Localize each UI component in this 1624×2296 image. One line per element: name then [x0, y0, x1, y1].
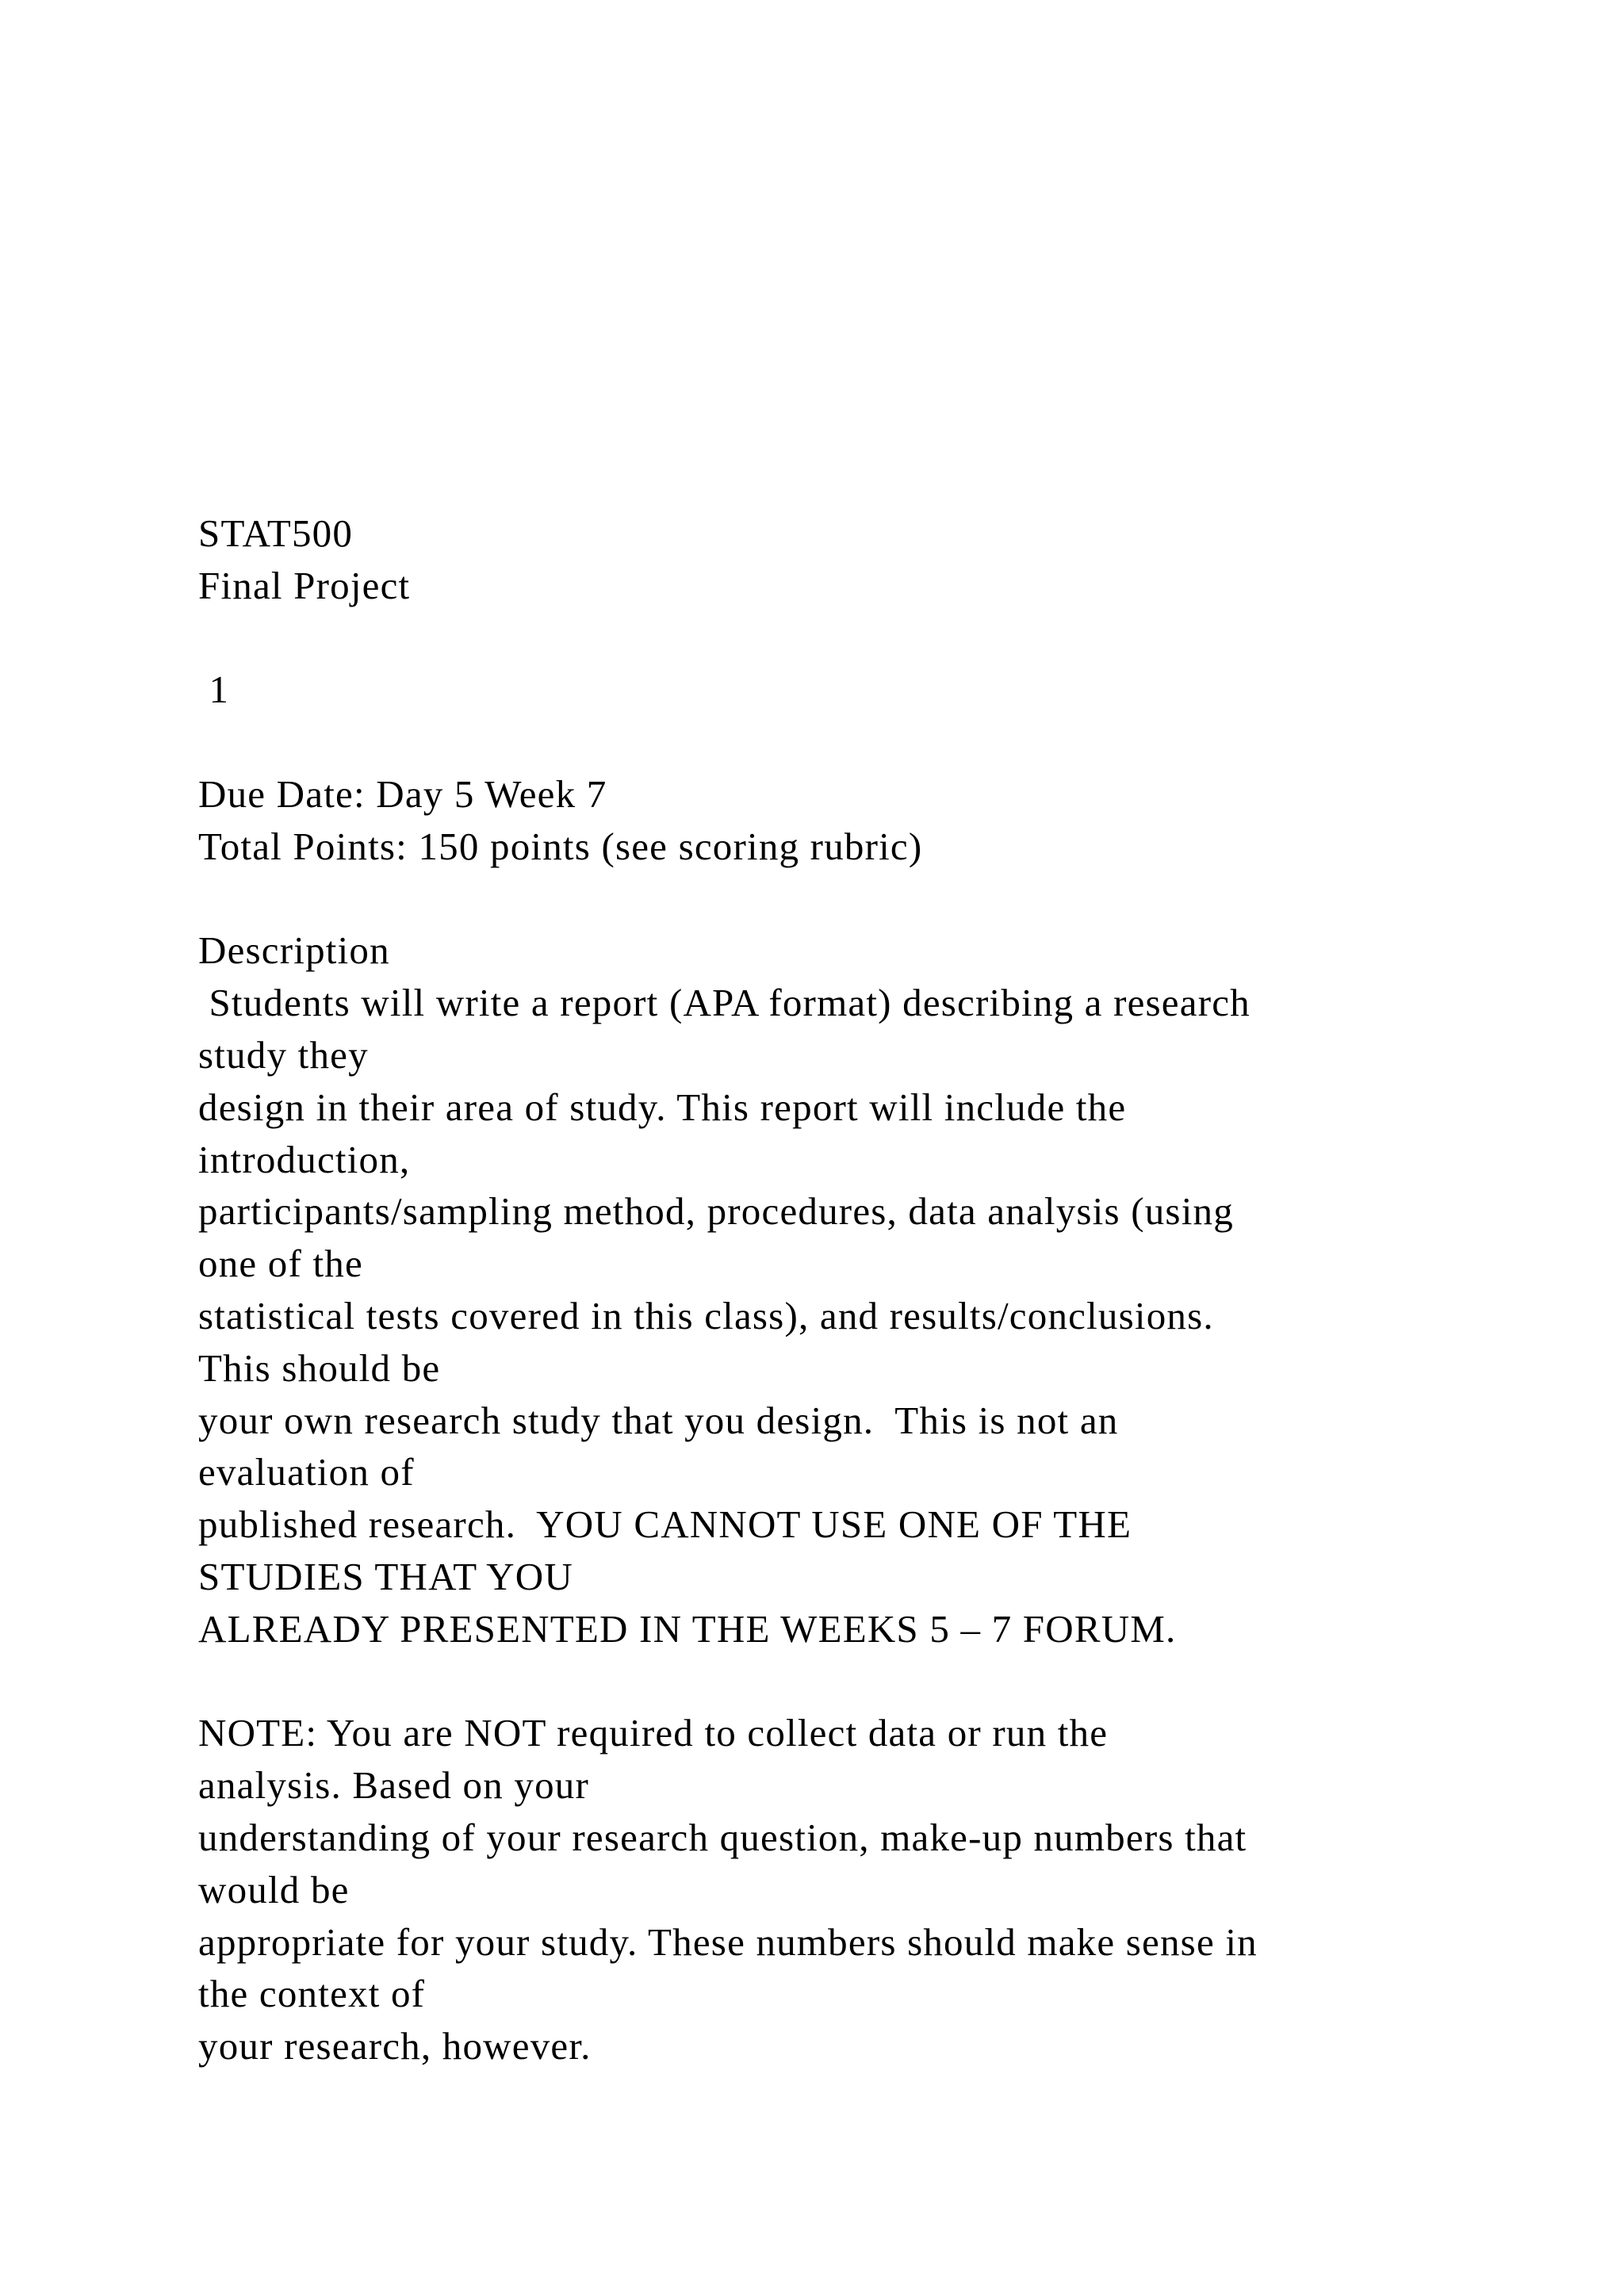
- note-line: your research, however.: [198, 2024, 592, 2068]
- blank-line: [198, 1655, 1546, 1708]
- course-code: STAT500: [198, 511, 354, 555]
- description-line: statistical tests covered in this class), and results/conclusions.: [198, 1293, 1214, 1337]
- total-points: Total Points: 150 points (see scoring rubric): [198, 824, 923, 868]
- description-line: one of the: [198, 1242, 363, 1286]
- note-line: the context of: [198, 1972, 426, 2016]
- note-line: NOTE: You are NOT required to collect data or run the: [198, 1711, 1109, 1755]
- blank-line: [198, 612, 1546, 664]
- note-line: analysis. Based on your: [198, 1763, 590, 1808]
- document-body: [198, 507, 1546, 2072]
- description-line: ALREADY PRESENTED IN THE WEEKS 5 – 7 FORUM.: [198, 1606, 1177, 1651]
- description-line: evaluation of: [198, 1450, 415, 1494]
- note-line: understanding of your research question, make-up numbers that: [198, 1815, 1247, 1859]
- description-line: design in their area of study. This report will include the: [198, 1085, 1127, 1129]
- note-line: appropriate for your study. These numbers should make sense in: [198, 1919, 1258, 1964]
- section-heading-description: Description: [198, 928, 390, 973]
- description-line: Students will write a report (APA format) describing a research: [198, 981, 1251, 1025]
- description-line: This should be: [198, 1345, 441, 1390]
- description-line: participants/sampling method, procedures, data analysis (using: [198, 1189, 1234, 1234]
- blank-line: [198, 873, 1546, 925]
- description-line: introduction,: [198, 1137, 411, 1181]
- page-number: 1: [198, 668, 230, 712]
- project-title: Final Project: [198, 563, 411, 607]
- description-line: STUDIES THAT YOU: [198, 1554, 573, 1598]
- due-date: Due Date: Day 5 Week 7: [198, 771, 607, 816]
- note-line: would be: [198, 1867, 350, 1911]
- description-line: published research. YOU CANNOT USE ONE OF THE: [198, 1502, 1132, 1547]
- blank-line: [198, 716, 1546, 768]
- description-line: study they: [198, 1032, 369, 1077]
- description-line: your own research study that you design. This is not an: [198, 1398, 1119, 1442]
